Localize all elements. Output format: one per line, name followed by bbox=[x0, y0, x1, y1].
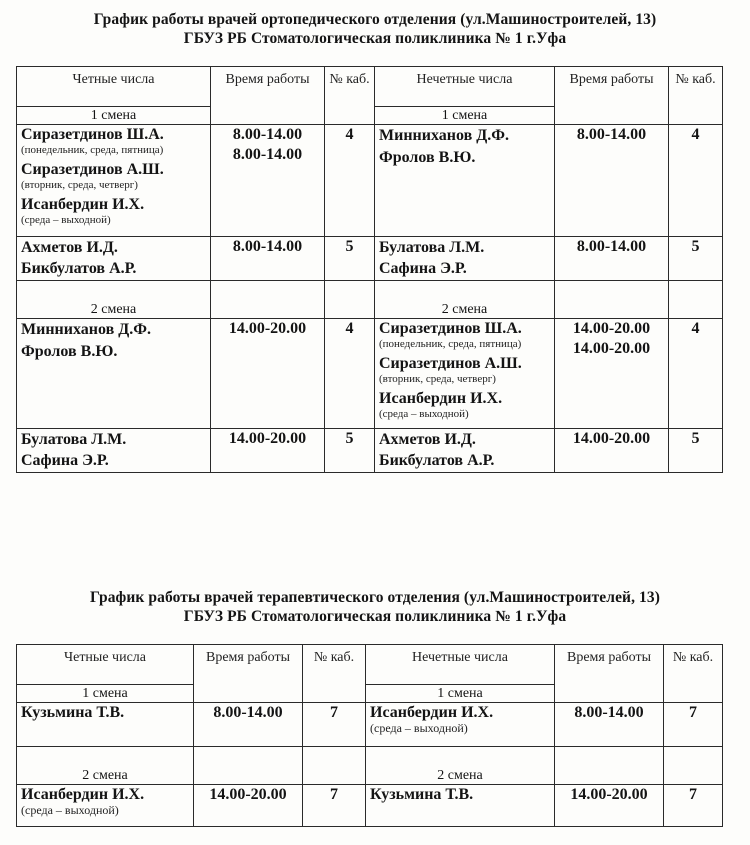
room-cell bbox=[669, 319, 723, 429]
doctor-name: Исанбердин И.Х. bbox=[370, 704, 494, 721]
doctor-name: Сафина Э.Р. bbox=[379, 260, 467, 277]
time-cell bbox=[211, 125, 325, 237]
ortho-title-line2: ГБУЗ РБ Стоматологическая поликлиника № 1 г.Уфа bbox=[183, 30, 567, 47]
doctor-name: Ахметов И.Д. bbox=[379, 431, 476, 448]
time-cell bbox=[211, 429, 325, 473]
ortho-title bbox=[0, 10, 750, 48]
doctor-days-note: (понедельник, среда, пятница) bbox=[21, 144, 164, 156]
doctor-cell bbox=[366, 703, 555, 747]
header-even: Четные числа bbox=[17, 645, 194, 685]
ortho-schedule-table bbox=[16, 66, 723, 473]
thera-title-line1: График работы врачей терапевтического отделения (ул.Машиностроителей, 13) bbox=[90, 589, 660, 606]
empty-cell bbox=[555, 747, 664, 785]
header-room-left: № каб. bbox=[303, 645, 366, 703]
work-time: 8.00-14.00 bbox=[232, 126, 303, 143]
doctor-cell bbox=[366, 785, 555, 827]
doctor-name: Бикбулатов А.Р. bbox=[21, 260, 137, 277]
table-row bbox=[17, 429, 723, 473]
time-cell bbox=[555, 319, 669, 429]
shift2-label-right: 2 смена bbox=[375, 281, 555, 319]
shift2-label-right: 2 смена bbox=[366, 747, 555, 785]
header-odd: Нечетные числа bbox=[366, 645, 555, 685]
empty-cell bbox=[211, 281, 325, 319]
header-time-left: Время работы bbox=[194, 645, 303, 703]
doctor-days-note: (вторник, среда, четверг) bbox=[379, 373, 496, 385]
work-time: 8.00-14.00 bbox=[213, 704, 283, 721]
room-number: 7 bbox=[689, 786, 697, 803]
doctor-days-note: (среда – выходной) bbox=[379, 408, 469, 420]
room-cell bbox=[325, 429, 375, 473]
work-time: 14.00-20.00 bbox=[209, 786, 287, 803]
work-time: 14.00-20.00 bbox=[228, 320, 307, 337]
empty-cell bbox=[194, 747, 303, 785]
header-odd: Нечетные числа bbox=[375, 67, 555, 107]
table-row bbox=[17, 703, 723, 747]
shift2-label-left: 2 смена bbox=[17, 281, 211, 319]
room-number: 4 bbox=[345, 126, 354, 143]
thera-title bbox=[0, 588, 750, 626]
doctor-cell bbox=[17, 237, 211, 281]
doctor-name: Булатова Л.М. bbox=[379, 239, 485, 256]
shift1-label-left: 1 смена bbox=[17, 685, 194, 703]
doctor-cell bbox=[375, 125, 555, 237]
time-cell bbox=[211, 237, 325, 281]
doctor-cell bbox=[17, 703, 194, 747]
doctor-name: Бикбулатов А.Р. bbox=[379, 452, 495, 469]
header-room-right: № каб. bbox=[664, 645, 723, 703]
doctor-days-note: (среда – выходной) bbox=[21, 803, 119, 817]
room-cell bbox=[303, 785, 366, 827]
room-number: 4 bbox=[345, 320, 354, 337]
room-number: 4 bbox=[691, 126, 700, 143]
work-time: 14.00-20.00 bbox=[572, 340, 651, 357]
work-time: 8.00-14.00 bbox=[576, 126, 647, 143]
room-cell bbox=[664, 703, 723, 747]
work-time: 8.00-14.00 bbox=[576, 238, 647, 255]
shift1-label-right: 1 смена bbox=[375, 107, 555, 125]
doctor-days-note: (понедельник, среда, пятница) bbox=[379, 338, 522, 350]
doctor-name: Исанбердин И.Х. bbox=[21, 786, 145, 803]
doctor-days-note: (вторник, среда, четверг) bbox=[21, 179, 138, 191]
doctor-name: Сиразетдинов Ш.А. bbox=[21, 126, 164, 143]
doctor-cell bbox=[17, 429, 211, 473]
empty-cell bbox=[664, 747, 723, 785]
doctor-name: Сиразетдинов Ш.А. bbox=[379, 320, 522, 337]
work-time: 8.00-14.00 bbox=[574, 704, 644, 721]
room-cell bbox=[303, 703, 366, 747]
header-room-left: № каб. bbox=[325, 67, 375, 125]
shift2-label-left: 2 смена bbox=[17, 747, 194, 785]
room-number: 7 bbox=[330, 786, 338, 803]
doctor-name: Булатова Л.М. bbox=[21, 431, 127, 448]
room-cell bbox=[325, 237, 375, 281]
doctor-cell bbox=[375, 429, 555, 473]
shift1-label-left: 1 смена bbox=[17, 107, 211, 125]
time-cell bbox=[555, 125, 669, 237]
doctor-days-note: (среда – выходной) bbox=[21, 214, 111, 226]
doctor-name: Фролов В.Ю. bbox=[379, 149, 476, 166]
doctor-name: Кузьмина Т.В. bbox=[21, 704, 125, 721]
table-row bbox=[17, 785, 723, 827]
empty-cell bbox=[325, 281, 375, 319]
doctor-name: Сиразетдинов А.Ш. bbox=[21, 161, 164, 178]
doctor-name: Минниханов Д.Ф. bbox=[21, 321, 151, 338]
room-number: 5 bbox=[691, 238, 700, 255]
room-cell bbox=[325, 125, 375, 237]
header-time-right: Время работы bbox=[555, 67, 669, 125]
doctor-cell bbox=[375, 319, 555, 429]
room-cell bbox=[664, 785, 723, 827]
time-cell bbox=[555, 703, 664, 747]
time-cell bbox=[555, 237, 669, 281]
doctor-name: Фролов В.Ю. bbox=[21, 343, 118, 360]
doctor-cell bbox=[17, 125, 211, 237]
doctor-name: Исанбердин И.Х. bbox=[21, 196, 145, 213]
room-cell bbox=[325, 319, 375, 429]
thera-title-line2: ГБУЗ РБ Стоматологическая поликлиника № 1 г.Уфа bbox=[183, 608, 567, 625]
room-cell bbox=[669, 237, 723, 281]
ortho-title-line1: График работы врачей ортопедического отделения (ул.Машиностроителей, 13) bbox=[93, 11, 657, 28]
doctor-cell bbox=[375, 237, 555, 281]
empty-cell bbox=[555, 281, 669, 319]
table-row bbox=[17, 237, 723, 281]
work-time: 14.00-20.00 bbox=[572, 320, 651, 337]
doctor-name: Кузьмина Т.В. bbox=[370, 786, 474, 803]
table-row bbox=[17, 319, 723, 429]
doctor-name: Минниханов Д.Ф. bbox=[379, 127, 509, 144]
empty-cell bbox=[669, 281, 723, 319]
work-time: 14.00-20.00 bbox=[572, 430, 651, 447]
doctor-name: Исанбердин И.Х. bbox=[379, 390, 503, 407]
header-even: Четные числа bbox=[17, 67, 211, 107]
time-cell bbox=[194, 785, 303, 827]
time-cell bbox=[194, 703, 303, 747]
header-time-right: Время работы bbox=[555, 645, 664, 703]
doctor-cell bbox=[17, 319, 211, 429]
doctor-name: Сафина Э.Р. bbox=[21, 452, 109, 469]
room-cell bbox=[669, 429, 723, 473]
doctor-name: Ахметов И.Д. bbox=[21, 239, 118, 256]
doctor-cell bbox=[17, 785, 194, 827]
room-number: 4 bbox=[691, 320, 700, 337]
room-number: 5 bbox=[691, 430, 700, 447]
shift1-label-right: 1 смена bbox=[366, 685, 555, 703]
thera-schedule-table bbox=[16, 644, 723, 827]
room-number: 5 bbox=[345, 430, 354, 447]
room-number: 7 bbox=[330, 704, 338, 721]
room-number: 5 bbox=[345, 238, 354, 255]
header-room-right: № каб. bbox=[669, 67, 723, 125]
doctor-days-note: (среда – выходной) bbox=[370, 721, 468, 735]
doctor-name: Сиразетдинов А.Ш. bbox=[379, 355, 522, 372]
empty-cell bbox=[303, 747, 366, 785]
work-time: 14.00-20.00 bbox=[228, 430, 307, 447]
room-cell bbox=[669, 125, 723, 237]
work-time: 8.00-14.00 bbox=[232, 238, 303, 255]
time-cell bbox=[555, 785, 664, 827]
time-cell bbox=[555, 429, 669, 473]
time-cell bbox=[211, 319, 325, 429]
work-time: 8.00-14.00 bbox=[232, 146, 303, 163]
header-time-left: Время работы bbox=[211, 67, 325, 125]
table-row bbox=[17, 125, 723, 237]
room-number: 7 bbox=[689, 704, 697, 721]
work-time: 14.00-20.00 bbox=[570, 786, 648, 803]
